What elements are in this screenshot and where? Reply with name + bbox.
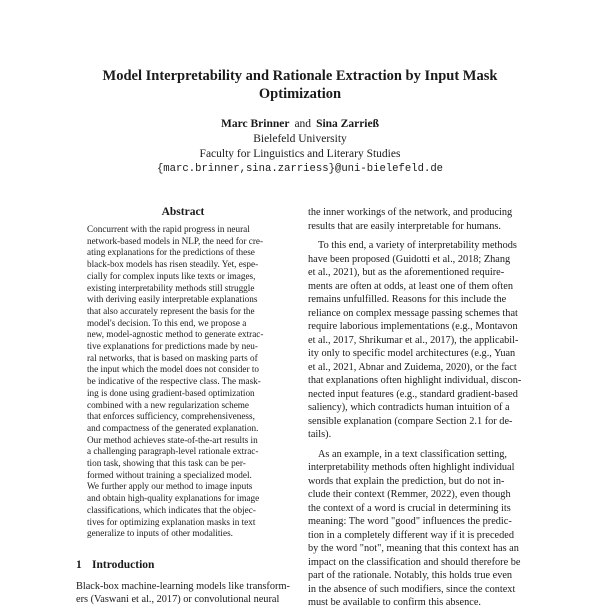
text-line: To this end, a variety of interpretability methods [318,240,517,251]
text-line: black-box models has risen steadily. Yet, espe- [87,259,259,270]
text-line: new, model-agnostic method to generate extrac- [87,329,264,340]
text-line: existing interpretability methods still struggle [87,282,255,293]
text-line: interpretability methods often highlight individual [308,462,515,473]
text-line: meaning: The word "good" influences the predic- [308,516,512,527]
text-line: by the word "not", meaning that this context has an [308,543,519,554]
author-block [100,117,500,177]
text-line: tion task, showing that this task can be per- [87,458,246,469]
text-line: tive explanations for predictions made by neu- [87,341,258,352]
paragraph [308,448,536,610]
section-number: 1 [76,559,82,571]
text-line: nected input features (e.g., standard gradient-based [308,388,518,400]
abstract-heading: Abstract [161,206,205,218]
paragraph [308,206,536,233]
text-line: remains unfulfilled. Reasons for this include the [308,294,507,305]
text-line: part of the rationale. Notably, this holds true even [308,570,513,581]
text-line: the context of a word is crucial in determining its [308,502,511,514]
text-line: ity only to specific model architectures (e.g., Yuan [308,348,516,359]
text-line: tives for optimizing explanation masks in text [87,516,256,527]
text-line: and obtain high-quality explanations for image [87,493,260,504]
paper-title [60,67,540,103]
text-line: formed without training a specialized model. [87,469,252,480]
text-line: et al., 2021), but as the aforementioned require- [308,267,505,278]
paragraph [308,239,536,442]
right-column [308,206,536,610]
text-line: saliency), which contradicts human intuition of a [308,402,510,413]
section-title: Introduction [92,559,155,571]
faculty: Faculty for Linguistics and Literary Studies [199,148,401,160]
text-line: that also accurately represent the basis for the [87,305,255,316]
text-line: and compactness of the generated explanation. [87,422,259,433]
text-line: that explanations often highlight individual, discon- [308,375,522,386]
paper-title-line: Optimization [258,86,342,102]
section-heading-introduction [76,559,296,571]
text-line: words that explain the prediction, but do not in- [308,475,505,487]
text-line: clude their context (Remmer, 2022), even though [308,489,511,500]
text-line: ral networks, that is based on masking parts of [87,352,258,363]
text-line: et al., 2021, Abnar and Zuidema, 2020), or the fact [308,361,517,373]
text-line: must be available to confirm this absence. [308,597,481,608]
text-line: ing is done using gradient-based optimization [87,387,255,398]
paper-title-line: Model Interpretability and Rationale Extraction by Input Mask [102,68,498,84]
text-line: ers (Vaswani et al., 2017) or convolutional neural [76,594,280,606]
text-line: tion in a completely different way if it is preceded [308,529,514,541]
text-line: generalize to inputs of other modalities. [87,528,233,539]
text-line: with deriving easily interpretable explanations [87,294,258,305]
text-line: sensible explanation (compare Section 2.1 for de- [308,415,513,427]
author-names [100,117,500,132]
author-email: {marc.brinner,sina.zarriess}@uni-bielefeld.de [156,163,444,175]
text-line: classifications, which indicates that the objec- [87,504,256,515]
text-line: Black-box machine-learning models like transform- [76,581,290,592]
text-line: require laborious implementations (e.g., Montavon [308,321,518,332]
text-line: network-based models in NLP, the need for cre- [87,235,264,246]
text-line: the inner workings of the network, and producing [308,207,513,218]
text-line: tails). [308,429,332,440]
text-line: Our method achieves state-of-the-art results in [87,434,258,445]
text-line: in the absence of such modifiers, since the context [308,583,516,595]
text-line: combined with a new regularization scheme [87,399,249,410]
text-line: ating explanations for the predictions of these [87,247,255,258]
abstract-body [87,224,283,540]
text-line: a challenging paragraph-level rationale extrac- [87,446,259,457]
author-name: Marc Brinner [221,118,290,130]
introduction-body [76,580,296,607]
text-line: We further apply our method to image inputs [87,481,253,492]
author-separator: and [294,118,312,130]
text-line: cially for complex inputs like texts or images, [87,270,256,281]
text-line: results that are easily interpretable for humans. [308,220,501,232]
text-line: model's decision. To this end, we propose a [87,317,247,328]
text-line: As an example, in a text classification setting, [318,448,508,460]
text-line: that enforces sufficiency, comprehensiveness, [87,411,255,422]
author-name: Sina Zarrieß [316,118,379,130]
text-line: be indicative of the respective class. The mask- [87,376,261,387]
text-line: reliance on complex message passing schemes that [308,307,518,319]
text-line: have been proposed (Guidotti et al., 2018; Zhang [308,253,511,265]
text-line: the input which the model does not consider to [87,364,259,375]
text-line: Concurrent with the rapid progress in neural [87,224,250,234]
text-line: ments are often at odds, at least one of them often [308,280,514,292]
affiliation: Bielefeld University [253,133,347,145]
text-line: impact on the classification and should therefore be [308,556,521,568]
text-line: et al., 2017, Shrikumar et al., 2017), the applicabil- [308,334,519,346]
